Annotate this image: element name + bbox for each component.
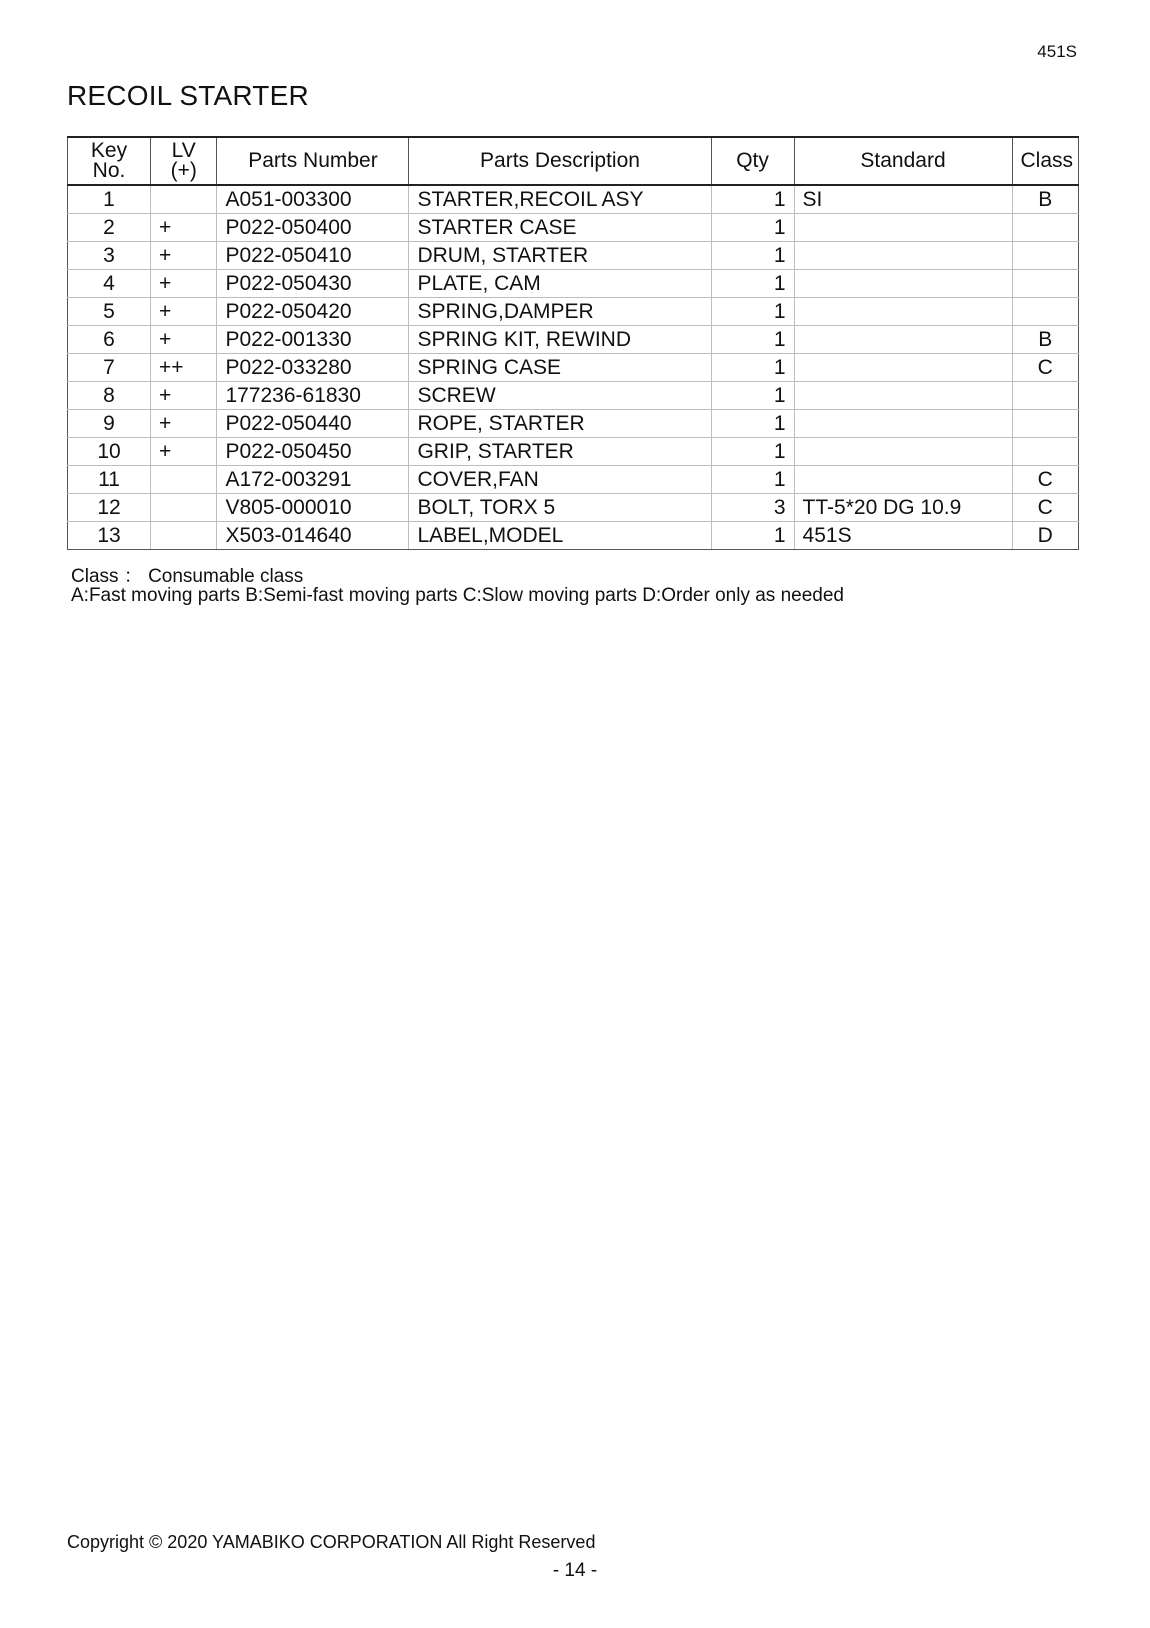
parts-description-cell: BOLT, TORX 5 [409, 494, 711, 522]
table-row [68, 494, 1079, 522]
parts-number-cell: 177236-61830 [217, 382, 409, 410]
qty-cell: 1 [711, 214, 794, 242]
table-row [68, 410, 1079, 438]
parts-number-cell: P022-050400 [217, 214, 409, 242]
table-row [68, 242, 1079, 270]
column-header-qty: Qty [711, 137, 794, 185]
column-header-key-line2: No. [92, 159, 126, 182]
parts-number-cell: A172-003291 [217, 466, 409, 494]
key-cell: 5 [68, 298, 151, 326]
table-row [68, 326, 1079, 354]
class-cell [1012, 438, 1078, 466]
class-cell [1012, 298, 1078, 326]
table-header-row [68, 137, 1079, 185]
class-cell: B [1012, 185, 1078, 214]
parts-description-cell: GRIP, STARTER [409, 438, 711, 466]
lv-cell: + [151, 410, 217, 438]
qty-cell: 3 [711, 494, 794, 522]
parts-number-cell: P022-050450 [217, 438, 409, 466]
table-row [68, 185, 1079, 214]
column-header-lv [151, 137, 217, 185]
class-cell: B [1012, 326, 1078, 354]
standard-cell [794, 242, 1012, 270]
standard-cell [794, 438, 1012, 466]
model-code: 451S [1037, 42, 1077, 61]
qty-cell: 1 [711, 438, 794, 466]
parts-number-cell: P022-050430 [217, 270, 409, 298]
parts-number-cell: P022-001330 [217, 326, 409, 354]
standard-cell [794, 214, 1012, 242]
class-cell: C [1012, 494, 1078, 522]
lv-cell: + [151, 326, 217, 354]
parts-number-cell: X503-014640 [217, 522, 409, 550]
parts-description-cell: STARTER,RECOIL ASY [409, 185, 711, 214]
parts-description-cell: SPRING,DAMPER [409, 298, 711, 326]
qty-cell: 1 [711, 270, 794, 298]
parts-description-cell: SCREW [409, 382, 711, 410]
class-cell: D [1012, 522, 1078, 550]
parts-table [67, 136, 1079, 550]
key-cell: 9 [68, 410, 151, 438]
lv-cell: + [151, 242, 217, 270]
class-cell [1012, 410, 1078, 438]
class-cell: C [1012, 354, 1078, 382]
column-header-standard: Standard [794, 137, 1012, 185]
qty-cell: 1 [711, 326, 794, 354]
page-number: - 14 - [552, 1560, 598, 1581]
class-cell [1012, 214, 1078, 242]
standard-cell [794, 298, 1012, 326]
table-body [68, 185, 1079, 550]
standard-cell: TT-5*20 DG 10.9 [794, 494, 1012, 522]
parts-description-cell: PLATE, CAM [409, 270, 711, 298]
parts-number-cell: P022-050410 [217, 242, 409, 270]
lv-cell: + [151, 382, 217, 410]
qty-cell: 1 [711, 298, 794, 326]
standard-cell: SI [794, 185, 1012, 214]
key-cell: 7 [68, 354, 151, 382]
key-cell: 2 [68, 214, 151, 242]
standard-cell [794, 326, 1012, 354]
class-legend [71, 567, 844, 605]
parts-number-cell: P022-033280 [217, 354, 409, 382]
table-row [68, 214, 1079, 242]
parts-description-cell: SPRING CASE [409, 354, 711, 382]
table-row [68, 522, 1079, 550]
standard-cell [794, 270, 1012, 298]
page-title: RECOIL STARTER [67, 80, 309, 111]
key-cell: 8 [68, 382, 151, 410]
column-header-key-line1: Key [90, 139, 128, 162]
key-cell: 6 [68, 326, 151, 354]
table-row [68, 298, 1079, 326]
qty-cell: 1 [711, 354, 794, 382]
qty-cell: 1 [711, 522, 794, 550]
qty-cell: 1 [711, 466, 794, 494]
lv-cell [151, 494, 217, 522]
legend-line-1: Class ： Consumable class [71, 566, 304, 587]
table-row [68, 438, 1079, 466]
column-header-key [68, 137, 151, 185]
parts-description-cell: DRUM, STARTER [409, 242, 711, 270]
parts-description-cell: COVER,FAN [409, 466, 711, 494]
key-cell: 1 [68, 185, 151, 214]
parts-number-cell: A051-003300 [217, 185, 409, 214]
standard-cell [794, 382, 1012, 410]
column-header-lv-line1: LV [171, 139, 196, 162]
table-row [68, 270, 1079, 298]
lv-cell: + [151, 298, 217, 326]
legend-line-2: A:Fast moving parts B:Semi-fast moving parts C:Slow moving parts D:Order only as needed [71, 585, 844, 606]
lv-cell [151, 522, 217, 550]
lv-cell [151, 466, 217, 494]
column-header-parts-description: Parts Description [409, 137, 711, 185]
class-cell [1012, 242, 1078, 270]
key-cell: 12 [68, 494, 151, 522]
column-header-lv-line2: (+) [170, 159, 197, 182]
parts-number-cell: P022-050440 [217, 410, 409, 438]
table-row [68, 354, 1079, 382]
standard-cell [794, 410, 1012, 438]
key-cell: 10 [68, 438, 151, 466]
table-row [68, 466, 1079, 494]
qty-cell: 1 [711, 410, 794, 438]
standard-cell [794, 466, 1012, 494]
column-header-class: Class [1012, 137, 1078, 185]
lv-cell: + [151, 214, 217, 242]
parts-number-cell: P022-050420 [217, 298, 409, 326]
key-cell: 11 [68, 466, 151, 494]
copyright-notice: Copyright © 2020 YAMABIKO CORPORATION All Right Reserved [67, 1532, 596, 1552]
standard-cell: 451S [794, 522, 1012, 550]
qty-cell: 1 [711, 185, 794, 214]
key-cell: 3 [68, 242, 151, 270]
lv-cell [151, 185, 217, 214]
class-cell: C [1012, 466, 1078, 494]
standard-cell [794, 354, 1012, 382]
parts-description-cell: LABEL,MODEL [409, 522, 711, 550]
key-cell: 13 [68, 522, 151, 550]
parts-description-cell: STARTER CASE [409, 214, 711, 242]
lv-cell: + [151, 270, 217, 298]
parts-description-cell: SPRING KIT, REWIND [409, 326, 711, 354]
parts-number-cell: V805-000010 [217, 494, 409, 522]
table-row [68, 382, 1079, 410]
class-cell [1012, 382, 1078, 410]
lv-cell: ++ [151, 354, 217, 382]
class-cell [1012, 270, 1078, 298]
qty-cell: 1 [711, 242, 794, 270]
qty-cell: 1 [711, 382, 794, 410]
key-cell: 4 [68, 270, 151, 298]
lv-cell: + [151, 438, 217, 466]
parts-description-cell: ROPE, STARTER [409, 410, 711, 438]
column-header-parts-number: Parts Number [217, 137, 409, 185]
